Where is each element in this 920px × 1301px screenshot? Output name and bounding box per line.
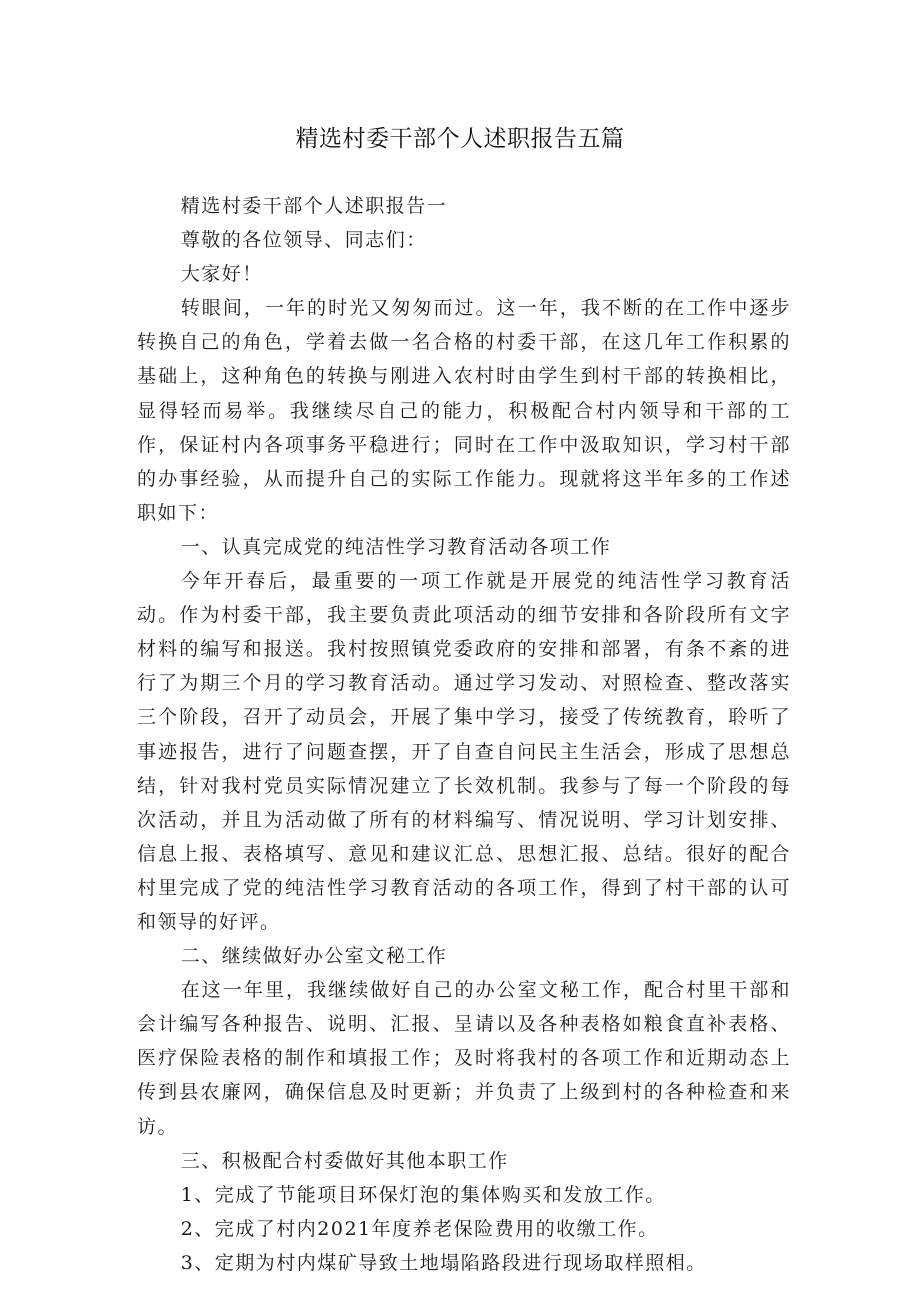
list-item: 2、完成了村内2021年度养老保险费用的收缴工作。: [180, 1217, 659, 1240]
section-heading-3: 三、积极配合村委做好其他本职工作: [180, 1149, 509, 1172]
section-heading-2: 二、继续做好办公室文秘工作: [180, 945, 448, 968]
list-item: 3、定期为村内煤矿导致土地塌陷路段进行现场取样照相。: [180, 1251, 707, 1274]
list-item: 1、完成了节能项目环保灯泡的集体购买和发放工作。: [180, 1183, 666, 1206]
document-body: [137, 189, 791, 1280]
greeting: 大家好！: [180, 263, 263, 286]
document-title: 精选村委干部个人述职报告五篇: [295, 126, 625, 152]
section-heading-1: 一、认真完成党的纯洁性学习教育活动各项工作: [180, 535, 612, 558]
section-2-paragraph: 在这一年里，我继续做好自己的办公室文秘工作，配合村里干部和会计编写各种报告、说明、汇报、呈请以及各种表格如粮食直补表格、医疗保险表格的制作和填报工作；及时将我村的各项工作和近期动态上传到县农廉网，确保信息及时更新；并负责了上级到村的各种检查和来访。: [137, 979, 791, 1138]
intro-paragraph: 转眼间，一年的时光又匆匆而过。这一年，我不断的在工作中逐步转换自己的角色，学着去做一名合格的村委干部，在这几年工作积累的基础上，这种角色的转换与刚进入农村时由学生到村干部的转换相比，显得轻而易举。我继续尽自己的能力，积极配合村内领导和干部的工作，保证村内各项事务平稳进行；同时在工作中汲取知识，学习村干部的办事经验，从而提升自己的实际工作能力。现就将这半年多的工作述职如下：: [137, 297, 791, 524]
section-1-paragraph: 今年开春后，最重要的一项工作就是开展党的纯洁性学习教育活动。作为村委干部，我主要负责此项活动的细节安排和各阶段所有文字材料的编写和报送。我村按照镇党委政府的安排和部署，有条不紊的进行了为期三个月的学习教育活动。通过学习发动、对照检查、整改落实三个阶段，召开了动员会，开展了集中学习，接受了传统教育，聆听了事迹报告，进行了问题查摆，开了自查自问民主生活会，形成了思想总结，针对我村党员实际情况建立了长效机制。我参与了每一个阶段的每次活动，并且为活动做了所有的材料编写、情况说明、学习计划安排、信息上报、表格填写、意见和建议汇总、思想汇报、总结。很好的配合村里完成了党的纯洁性学习教育活动的各项工作，得到了村干部的认可和领导的好评。: [137, 570, 791, 933]
salutation: 尊敬的各位领导、同志们：: [180, 229, 427, 252]
report-subtitle: 精选村委干部个人述职报告一: [180, 195, 448, 217]
